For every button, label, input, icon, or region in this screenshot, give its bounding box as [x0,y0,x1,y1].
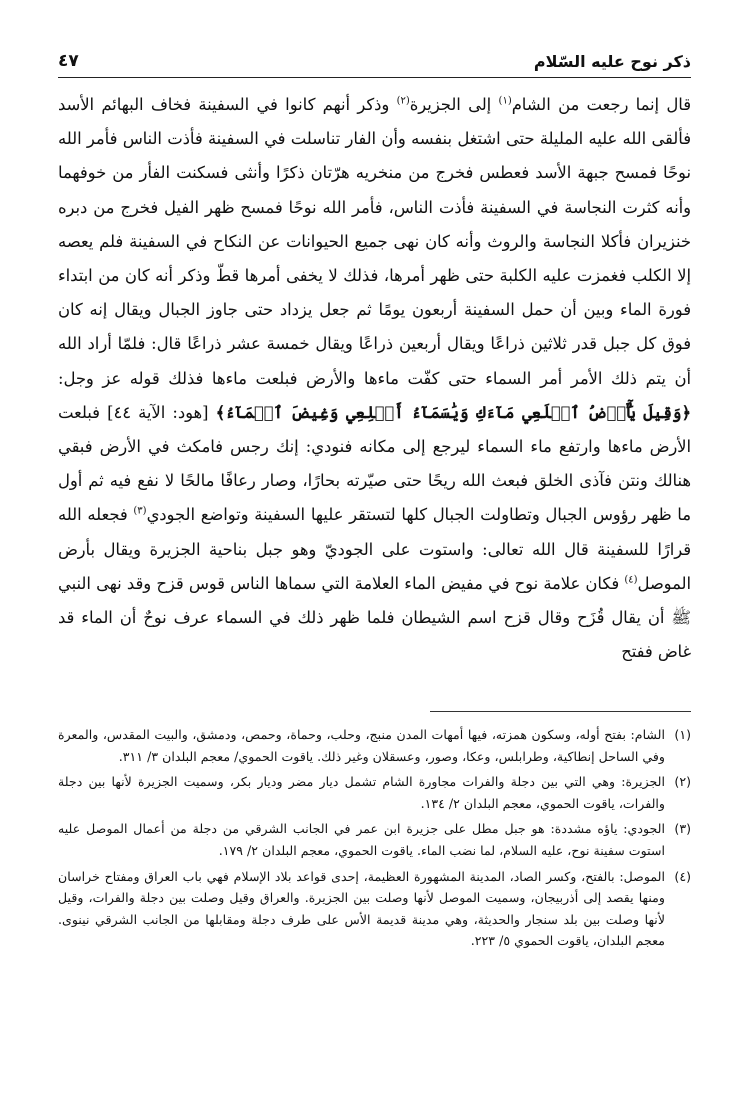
footnote-text: الجودي: ياؤه مشددة: هو جبل مطل على جزيرة ابن عمر في الجانب الشرقي من دجلة من أعمال الموصل عليه استوت سفينة نوح، عليه السلام، لما نضب الماء. ياقوت الحموي، معجم البلدان ٢/ ١٧٩. [58,821,665,858]
footnote-divider [430,711,691,712]
main-text [58,88,691,688]
text-segment: [هود: الآية ٤٤] فبلعت الأرض ماءها وارتفع ماء السماء ليرجع إلى مكانه فنودي: إنك رجس فامكث في الأرض فبقي هنالك ونتن فآذى الخلق فبعث الله ريحًا حتى صيّرته بحارًا، وصار رعافًا مالحًا لا نفع فيه ثم أول ما ظهر رؤوس الجبال وتطاولت الجبال كلها لتستقر عليها السفينة وتواضع الجودي [58,402,691,525]
text-segment: وذكر أنهم كانوا في السفينة فخاف البهائم الأسد فألقى الله عليه المليلة حتى اشتغل بنفسه وأن الفار تناسلت في السفينة فأذت الناس فأمر الله نوحًا فمسح جبهة الأسد فعطس فخرج من منخريه هرّتان ذكرًا وأنثى فسكنت الفأر من خوفهما وأنه كثرت النجاسة في السفينة فأذت الناس، فأمر الله نوحًا فمسح ظهر الفيل فخرج من دبره خنزيران فأكلا النجاسة والروث وأنه كان نهى جميع الحيوانات عن النكاح في السفينة فلم يعصه إلا الكلب فغمزت عليه الكلبة حتى ظهر أمرها، فذلك لا يخفى أمرها قطّ وذكر أنه كان من ابتداء فورة الماء وبين أن حمل السفينة أربعون يومًا ثم جعل يزداد حتى جاوز الجبال ويقال إنه كان فوق كل جبل قدر ثلاثين ذراعًا ويقال أربعين ذراعًا ويقال خمسة عشر ذراعًا قال: فلمّا أراد الله أن يتم ذلك الأمر أمر السماء حتى كفّت ماءها والأرض فبلعت ماءها فذلك قوله عز وجل: [58,95,691,388]
footnote-text: الشام: بفتح أوله، وسكون همزته، فيها أمهات المدن منبج، وحلب، وحماة، وحمص، ودمشق، والبيت المقدس، والمعرة وفي الساحل إنطاكية، وطرابلس، وعكا، وصور، وعسقلان وغير ذلك. ياقوت الحموي/ معجم البلدان ٣/ ٣١١. [58,727,665,764]
footnote-ref-1[interactable]: (١) [498,95,512,107]
running-title: ذكر نوح عليه السّلام [533,52,691,71]
footnote-text: الجزيرة: وهي التي بين دجلة والفرات مجاورة الشام تشمل ديار مضر وديار بكر، وسميت الجزيرة لأنها بين دجلة والفرات، ياقوت الحموي، معجم البلدان ٢/ ١٣٤. [58,774,665,811]
footnote-number: (٣) [674,821,691,837]
footnote-ref-4[interactable]: (٤) [624,574,638,586]
footnote-number: (١) [674,727,691,742]
text-segment: قال إنما رجعت من الشام [511,95,691,114]
text-segment: فجعله الله قرارًا للسفينة قال الله تعالى: واستوت على الجوديّ وهو جبل بناحية الجزيرة ويقال بأرض الموصل [58,505,691,593]
footnote-text: الموصل: بالفتح، وكسر الصاد، المدينة المشهورة العظيمة، إحدى قواعد بلاد الإسلام فهي باب العراق ومفتاح خراسان ومنها يقصد إلى أذربيجان، وسميت الموصل لأنها وصلت بين الجزيرة. والعراق وقيل وصلت بين دجلة والفرات، وقيل لأنها وصلت بين بلد سنجار والحديثة، وهي مدينة قديمة الأس على طرف دجلة ومقابلها من الجانب الشرقي نينوى. معجم البلدان، ياقوت الحموي ٥/ ٢٢٣. [58,868,665,949]
text-segment: إلى الجزيرة [409,95,499,114]
footnote-item [58,771,691,814]
footnote-ref-2[interactable]: (٢) [396,95,410,107]
footnote-ref-3[interactable]: (٣) [133,506,147,518]
page-header [58,44,691,78]
footnote-number: (٤) [674,868,691,884]
footnote-item [58,818,691,861]
footnotes [58,724,691,956]
quran-verse: ﴿وَقِيلَ يَٰٓأَرۡضُ ٱبۡلَعِي مَآءَكِ وَيَٰسَمَآءُ أَقۡلِعِي وَغِيضَ ٱلۡمَآءُ﴾ [215,402,691,422]
page-number: ٤٧ [58,51,79,71]
footnote-item [58,866,691,952]
text-segment: فكان علامة نوح في مفيض الماء العلامة التي سماها الناس قوس قزح وقد نهى النبي ﷺ أن يقال قُزَح وقال قزح اسم الشيطان فلما ظهر ذلك في السماء عرف نوحٌ أن الماء قد غاض ففتح [58,573,691,662]
footnote-item [58,724,691,767]
footnote-number: (٢) [674,774,691,790]
